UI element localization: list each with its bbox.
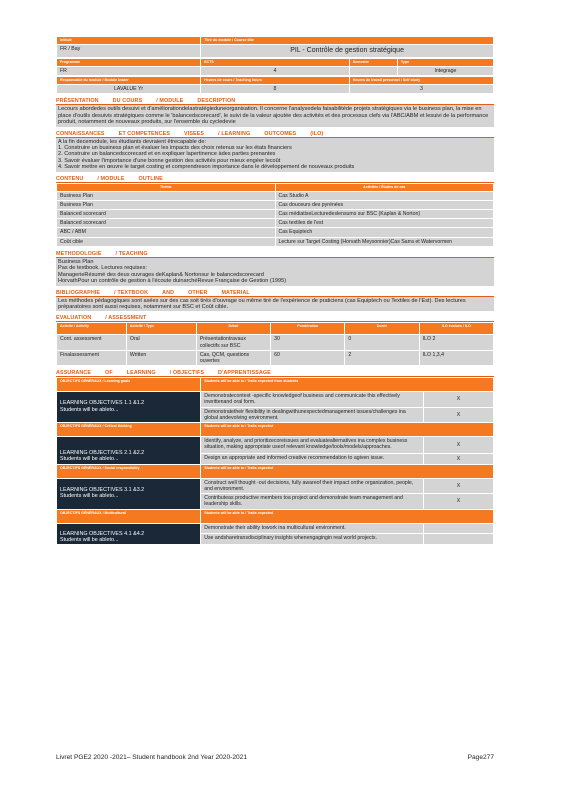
section-title-assurance: ASSURANCE OF LEARNING / OBJECTIFS D'APPRENTISSAGE bbox=[56, 369, 494, 377]
check-mark: X bbox=[424, 454, 494, 464]
page-number: Page277 bbox=[467, 754, 494, 761]
table-row: Business Plan Cas douceurs des pyrénées bbox=[57, 200, 494, 209]
column-header: Thème bbox=[57, 183, 276, 191]
header-label: Heures de cours / Teaching hours bbox=[201, 77, 350, 85]
section-title-methodologie: METHODOLOGIE / TEACHING bbox=[56, 250, 494, 258]
column-header: Pondération bbox=[271, 323, 345, 335]
header-label: ECTS bbox=[201, 59, 350, 67]
list-item: 2. Construire un balancedscorecard et en expliquer lapertinence àdes parties prenantes bbox=[58, 151, 276, 158]
list-item: 4. Savoir mettre en œuvre le target costing et comprendreson importance dans le développement de nouveaux produits bbox=[58, 164, 355, 171]
contenu-table bbox=[56, 183, 494, 247]
column-header: ILO évalués / ILO bbox=[419, 323, 493, 335]
section-title-contenu: CONTENU / MODULE OUTLINE bbox=[56, 175, 494, 183]
header-table-1 bbox=[56, 36, 494, 58]
methodologie-text: Business Plan Pas de textbook. Lectures requises: ManagerieRésumé des deux ouvrages deKaplan& Nortonsur le balancedscorecard HorvathPour un contrôle de gestion à l'écoute duinarchéRevue Française de Gestion (1995) bbox=[56, 258, 494, 286]
section-title-evaluation: EVALUATION / ASSESSMENT bbox=[56, 314, 494, 322]
learning-objective-block: LEARNING OBJECTIVES 3.1 &3.2 Students will be ableto... bbox=[57, 478, 201, 509]
column-header: Activités / Études de cas bbox=[275, 183, 494, 191]
table-row: Business Plan Cas Studio A bbox=[57, 191, 494, 200]
section-title-presentation: PRÉSENTATION DU COURS / MODULE DESCRIPTION bbox=[56, 97, 494, 105]
header-value: 8 bbox=[201, 85, 350, 94]
table-row: Demonstratetheir flexibility in dealingwithunexpectedmanagement issues/challenges ina global andevolving environment. X bbox=[57, 407, 494, 422]
section-title-competences: CONNAISSANCES ET COMPETENCES VISEES / LEARNING OUTCOMES (ILO) bbox=[56, 130, 494, 138]
table-row: Cont. assessment Oral Présentationtravaux collectifs sur BSC 30 0 ILO 2 bbox=[57, 335, 494, 350]
table-row: Finalassessment Written Cas, QCM, questions ouvertes 60 2 ILO 1,3,4 bbox=[57, 350, 494, 365]
list-item: 1. Construire un business plan et évaluer les impacts des choix retenus sur les états financiers bbox=[58, 145, 292, 152]
check-mark: X bbox=[424, 494, 494, 509]
check-mark bbox=[424, 523, 494, 534]
page-footer bbox=[56, 754, 494, 761]
table-row: Balanced scorecard Cas textiles de l'est bbox=[57, 219, 494, 228]
course-title: PIL - Contrôle de gestion stratégique bbox=[201, 45, 494, 58]
table-row: LEARNING OBJECTIVES 3.1 &3.2 Students will be ableto... Construct well thought -out decisions, fully awareof their impact onthe organization, people, and environment. X bbox=[57, 478, 494, 493]
header-value: 3 bbox=[349, 85, 493, 94]
table-row: LEARNING OBJECTIVES 2.1 &2.2 Students will be ableto... Identify, analyze, and prioritizecoreissues and evaluatealternatives ina complex business situation, making appropriate useof relevant knowledge/tools/models/approaches. X bbox=[57, 436, 494, 453]
bibliographie-text: Les méthodes pédagogiques sont axées sur des cas soit tirés d'ouvrage ou même tiré de l'expérience de praticiens (cas Equiptech ou Textiles de l'Est). Des lectures préparatoires sont aussi requises, notamment sur BSC et Coût cible. bbox=[56, 297, 494, 312]
check-mark: X bbox=[424, 392, 494, 407]
header-table-3 bbox=[56, 76, 494, 94]
header-label: Responsable du module / Module leader bbox=[57, 77, 201, 85]
header-value bbox=[349, 67, 397, 76]
header-label: Programme bbox=[57, 59, 201, 67]
header-value: LAVALUE Yr bbox=[57, 85, 201, 94]
table-row: LEARNING OBJECTIVES 1.1 &1.2 Students will be ableto... Demonstratecontext -specific knowledgeof business and communicate this effectively inwrittenand oral form. X bbox=[57, 392, 494, 407]
evaluation-table bbox=[56, 322, 494, 366]
presentation-text: Lecours abordedes outils desuivi et d'améliorationdelastratégieduneorganisation. Il concerne l'analysedela faisabilitéde projets stratégiques via le business plan, la mise en place d'outils desuivis stratégiques comme le 'balancedscorecard', le suivi de la valeur ajoutée des activités et des processus clefs via l'ABC/ABM et lesuivi de la performance produit, notamment de nouveaux produits, sur l'ensemble du cycledevie bbox=[56, 105, 494, 126]
competences-list bbox=[56, 138, 494, 172]
header-value: FR bbox=[57, 67, 201, 76]
section-title-bibliographie: BIBLIOGRAPHIE / TEXTBOOK AND OTHER MATERIAL bbox=[56, 289, 494, 297]
header-value: Integrage bbox=[397, 67, 493, 76]
table-row: Design an appropriate and informed creative recommendation to agiven issue. X bbox=[57, 454, 494, 464]
assurance-table: OBJECTIFS GÉNÉRAUX / Learning goals Students will be able to / Traits expected from students LEARNING OBJECTIVES 1.1 &1.2 Students will be ableto... Demonstratecontext -specific knowledgeof business and communicate this effectively inwrittenand oral form. X Demonstratetheir flexibility in dealingwithunexpectedmanagement issues/challenges ina global andevolving environment. X OBJECTIFS GÉNÉRAUX / Critical thinking Students will be able to / Traits expected LEARNING OBJECTIVES 2.1 &2.2 Students will be ableto... Identify, analyze, and prioritizecoreissues and evaluatealternatives ina complex business situation, making appropriate useof relevant knowledge/tools/models/approaches. X Design an appropriate and informed creative recommendation to agiven issue. X OBJECTIFS GÉNÉRAUX / Social responsibility Students will be able to / Traits expected LEARNING OBJECTIVES 3.1 &3.2 Students will be ableto... Construct well thought -out decisions, fully awareof their impact onthe organization, people, and environment. X Contributeas productive members toa project and demonstrate team management and leadership skills. X OBJECTIFS GÉNÉRAUX / Multicultural Students will be able to / Traits expected LEARNING OBJECTIVES 4.1 &4.2 Students will be ableto... Demonstrate their ability towork ina multicultural environment. Use andsharetransdisciplinary insights whenengagingin real world projects. bbox=[56, 377, 494, 545]
header-label: Heures de travail personnel / Self study bbox=[349, 77, 493, 85]
check-mark bbox=[424, 534, 494, 545]
column-header: Activité / Type bbox=[126, 323, 196, 335]
header-value: FR / Bay bbox=[57, 45, 201, 58]
header-label: Semestre bbox=[349, 59, 397, 67]
check-mark: X bbox=[424, 407, 494, 422]
header-label: Type bbox=[397, 59, 493, 67]
footer-title: Livret PGE2 2020 -2021– Student handbook 2nd Year 2020-2021 bbox=[56, 754, 248, 761]
table-row: Contributeas productive members toa project and demonstrate team management and leadership skills. X bbox=[57, 494, 494, 509]
header-label: Titre du module / Course title bbox=[201, 37, 494, 45]
check-mark: X bbox=[424, 436, 494, 453]
list-item: 3. Savoir évaluer l'importance d'une bonne gestion des activités pour mieux engéer lecoût bbox=[58, 157, 281, 164]
course-sheet bbox=[56, 36, 494, 545]
header-label: Intitulé bbox=[57, 37, 201, 45]
table-row: LEARNING OBJECTIVES 4.1 &4.2 Students will be ableto... Demonstrate their ability towork ina multicultural environment. bbox=[57, 523, 494, 534]
header-value: 4 bbox=[201, 67, 350, 76]
table-row: Use andsharetransdisciplinary insights whenengagingin real world projects. bbox=[57, 534, 494, 545]
column-header: Détail bbox=[196, 323, 270, 335]
learning-objective-block: LEARNING OBJECTIVES 4.1 &4.2 Students will be ableto... bbox=[57, 523, 201, 545]
learning-objective-block: LEARNING OBJECTIVES 1.1 &1.2 Students will be ableto... bbox=[57, 392, 201, 423]
column-header: Activité / Activity bbox=[57, 323, 127, 335]
list-item: A la fin decemodule, les étudiants devraient êtrecapable de: bbox=[58, 138, 207, 145]
learning-objective-block: LEARNING OBJECTIVES 2.1 &2.2 Students will be ableto... bbox=[57, 436, 201, 464]
table-row: Coût cible Lecture sur Target Costing (Horvath Meysonnier)Cas Sarra et Watervormen bbox=[57, 237, 494, 246]
header-table-2 bbox=[56, 58, 494, 76]
table-row: Balanced scorecard Cas médiatiseLecturedeslensums sur BSC (Kaplan & Norton) bbox=[57, 210, 494, 219]
table-row: ABC / ABM Cas Equiptech bbox=[57, 228, 494, 237]
column-header: Durée bbox=[345, 323, 419, 335]
check-mark: X bbox=[424, 478, 494, 493]
